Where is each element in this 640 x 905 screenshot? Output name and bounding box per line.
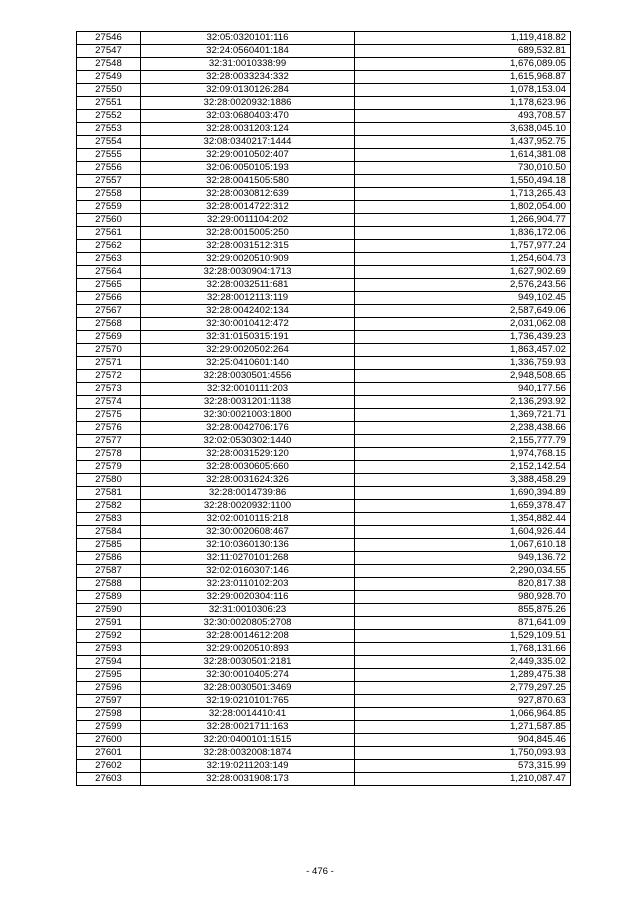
record-number-cell: 27595 <box>77 669 141 682</box>
table-row <box>77 266 571 279</box>
cadastral-number-cell: 32:30:0010412:472 <box>141 318 355 331</box>
record-number-cell: 27547 <box>77 45 141 58</box>
cadastral-number-cell: 32:31:0150315:191 <box>141 331 355 344</box>
record-number-cell: 27569 <box>77 331 141 344</box>
record-number-cell: 27552 <box>77 110 141 123</box>
amount-cell: 1,550,494.18 <box>355 175 571 188</box>
cadastral-number-cell: 32:28:0020932:1886 <box>141 97 355 110</box>
record-number-cell: 27573 <box>77 383 141 396</box>
cadastral-number-cell: 32:28:0042402:134 <box>141 305 355 318</box>
table-row <box>77 526 571 539</box>
amount-cell: 949,136.72 <box>355 552 571 565</box>
cadastral-number-cell: 32:28:0031203:124 <box>141 123 355 136</box>
cadastral-number-cell: 32:30:0020608:467 <box>141 526 355 539</box>
cadastral-number-cell: 32:29:0011104:202 <box>141 214 355 227</box>
record-number-cell: 27589 <box>77 591 141 604</box>
amount-cell: 689,532.81 <box>355 45 571 58</box>
table-row <box>77 97 571 110</box>
record-number-cell: 27557 <box>77 175 141 188</box>
record-number-cell: 27571 <box>77 357 141 370</box>
table-row <box>77 305 571 318</box>
table-row <box>77 318 571 331</box>
cadastral-number-cell: 32:28:0021711:163 <box>141 721 355 734</box>
amount-cell: 1,437,952.75 <box>355 136 571 149</box>
record-number-cell: 27588 <box>77 578 141 591</box>
cadastral-number-cell: 32:28:0015005:250 <box>141 227 355 240</box>
cadastral-number-cell: 32:28:0014410:41 <box>141 708 355 721</box>
cadastral-number-cell: 32:30:0021003:1800 <box>141 409 355 422</box>
record-number-cell: 27576 <box>77 422 141 435</box>
record-number-cell: 27584 <box>77 526 141 539</box>
table-row <box>77 110 571 123</box>
amount-cell: 1,974,768.15 <box>355 448 571 461</box>
amount-cell: 1,119,418.82 <box>355 32 571 45</box>
amount-cell: 1,802,054.00 <box>355 201 571 214</box>
amount-cell: 2,449,335.02 <box>355 656 571 669</box>
cadastral-number-cell: 32:28:0030605:660 <box>141 461 355 474</box>
table-row <box>77 227 571 240</box>
record-number-cell: 27554 <box>77 136 141 149</box>
cadastral-number-cell: 32:19:0210101:765 <box>141 695 355 708</box>
table-row <box>77 721 571 734</box>
cadastral-number-cell: 32:06:0050105:193 <box>141 162 355 175</box>
table-row <box>77 591 571 604</box>
cadastral-number-cell: 32:31:0010306:23 <box>141 604 355 617</box>
record-number-cell: 27598 <box>77 708 141 721</box>
record-number-cell: 27572 <box>77 370 141 383</box>
record-number-cell: 27548 <box>77 58 141 71</box>
table-row <box>77 643 571 656</box>
table-row <box>77 734 571 747</box>
amount-cell: 2,152,142.54 <box>355 461 571 474</box>
amount-cell: 940,177.56 <box>355 383 571 396</box>
cadastral-number-cell: 32:24:0560401:184 <box>141 45 355 58</box>
record-number-cell: 27590 <box>77 604 141 617</box>
cadastral-number-cell: 32:28:0032511:681 <box>141 279 355 292</box>
table-row <box>77 214 571 227</box>
table-row <box>77 708 571 721</box>
amount-cell: 1,627,902.69 <box>355 266 571 279</box>
record-number-cell: 27565 <box>77 279 141 292</box>
record-number-cell: 27602 <box>77 760 141 773</box>
record-number-cell: 27597 <box>77 695 141 708</box>
cadastral-number-cell: 32:28:0031529:120 <box>141 448 355 461</box>
record-number-cell: 27587 <box>77 565 141 578</box>
cadastral-number-cell: 32:28:0042706:176 <box>141 422 355 435</box>
record-number-cell: 27562 <box>77 240 141 253</box>
amount-cell: 493,708.57 <box>355 110 571 123</box>
record-number-cell: 27551 <box>77 97 141 110</box>
table-row <box>77 84 571 97</box>
table-row <box>77 435 571 448</box>
table-row <box>77 71 571 84</box>
record-number-cell: 27564 <box>77 266 141 279</box>
table-row <box>77 617 571 630</box>
cadastral-number-cell: 32:02:0010115:218 <box>141 513 355 526</box>
cadastral-number-cell: 32:29:0020304:116 <box>141 591 355 604</box>
amount-cell: 1,066,964.85 <box>355 708 571 721</box>
table-row <box>77 175 571 188</box>
record-number-cell: 27593 <box>77 643 141 656</box>
cadastral-number-cell: 32:28:0012113:119 <box>141 292 355 305</box>
cadastral-number-cell: 32:05:0320101:116 <box>141 32 355 45</box>
table-row <box>77 344 571 357</box>
amount-cell: 2,779,297.25 <box>355 682 571 695</box>
table-row <box>77 32 571 45</box>
cadastral-number-cell: 32:19:0211203:149 <box>141 760 355 773</box>
cadastral-number-cell: 32:28:0030501:3469 <box>141 682 355 695</box>
record-number-cell: 27546 <box>77 32 141 45</box>
amount-cell: 2,136,293.92 <box>355 396 571 409</box>
amount-cell: 2,155,777.79 <box>355 435 571 448</box>
cadastral-number-cell: 32:10:0360130:136 <box>141 539 355 552</box>
amount-cell: 855,875.26 <box>355 604 571 617</box>
table-row <box>77 513 571 526</box>
cadastral-number-cell: 32:28:0031512:315 <box>141 240 355 253</box>
amount-cell: 1,615,968.87 <box>355 71 571 84</box>
amount-cell: 1,690,394.89 <box>355 487 571 500</box>
table-row <box>77 370 571 383</box>
table-row <box>77 396 571 409</box>
table-row <box>77 487 571 500</box>
amount-cell: 1,078,153.04 <box>355 84 571 97</box>
cadastral-number-cell: 32:29:0010502:407 <box>141 149 355 162</box>
record-number-cell: 27561 <box>77 227 141 240</box>
record-number-cell: 27596 <box>77 682 141 695</box>
amount-cell: 1,336,759.93 <box>355 357 571 370</box>
record-number-cell: 27550 <box>77 84 141 97</box>
record-number-cell: 27549 <box>77 71 141 84</box>
table-row <box>77 760 571 773</box>
table-row <box>77 747 571 760</box>
cadastral-number-cell: 32:08:0340217:1444 <box>141 136 355 149</box>
record-number-cell: 27560 <box>77 214 141 227</box>
table-row <box>77 383 571 396</box>
cadastral-number-cell: 32:28:0030501:4556 <box>141 370 355 383</box>
cadastral-number-cell: 32:28:0041505:580 <box>141 175 355 188</box>
record-number-cell: 27578 <box>77 448 141 461</box>
cadastral-number-cell: 32:02:0160307:146 <box>141 565 355 578</box>
cadastral-number-cell: 32:20:0400101:1515 <box>141 734 355 747</box>
record-number-cell: 27563 <box>77 253 141 266</box>
record-number-cell: 27594 <box>77 656 141 669</box>
amount-cell: 1,757,977.24 <box>355 240 571 253</box>
table-row <box>77 279 571 292</box>
amount-cell: 927,870.63 <box>355 695 571 708</box>
table-row <box>77 331 571 344</box>
amount-cell: 2,238,438.66 <box>355 422 571 435</box>
table-row <box>77 552 571 565</box>
table-row <box>77 240 571 253</box>
cadastral-number-cell: 32:28:0033234:332 <box>141 71 355 84</box>
amount-cell: 1,266,904.77 <box>355 214 571 227</box>
cadastral-number-cell: 32:28:0031908:173 <box>141 773 355 786</box>
amount-cell: 573,315.99 <box>355 760 571 773</box>
amount-cell: 2,587,649.06 <box>355 305 571 318</box>
amount-cell: 2,948,508.65 <box>355 370 571 383</box>
amount-cell: 1,836,172.06 <box>355 227 571 240</box>
cadastral-number-cell: 32:09:0130126:284 <box>141 84 355 97</box>
table-row <box>77 136 571 149</box>
cadastral-number-cell: 32:11:0270101:268 <box>141 552 355 565</box>
table-row <box>77 474 571 487</box>
table-row <box>77 578 571 591</box>
record-number-cell: 27566 <box>77 292 141 305</box>
table-row <box>77 500 571 513</box>
record-number-cell: 27553 <box>77 123 141 136</box>
table-row <box>77 630 571 643</box>
record-number-cell: 27556 <box>77 162 141 175</box>
record-number-cell: 27583 <box>77 513 141 526</box>
table-row <box>77 162 571 175</box>
amount-cell: 1,289,475.38 <box>355 669 571 682</box>
amount-cell: 1,369,721.71 <box>355 409 571 422</box>
table-row <box>77 773 571 786</box>
amount-cell: 1,768,131.66 <box>355 643 571 656</box>
amount-cell: 1,863,457.02 <box>355 344 571 357</box>
record-number-cell: 27559 <box>77 201 141 214</box>
amount-cell: 980,928.70 <box>355 591 571 604</box>
cadastral-number-cell: 32:23:0110102:203 <box>141 578 355 591</box>
cadastral-number-cell: 32:28:0014722:312 <box>141 201 355 214</box>
table-row <box>77 669 571 682</box>
amount-cell: 1,210,087.47 <box>355 773 571 786</box>
record-number-cell: 27585 <box>77 539 141 552</box>
amount-cell: 2,576,243.56 <box>355 279 571 292</box>
record-number-cell: 27586 <box>77 552 141 565</box>
record-number-cell: 27574 <box>77 396 141 409</box>
records-table <box>76 31 571 786</box>
amount-cell: 871,641.09 <box>355 617 571 630</box>
amount-cell: 1,614,381.08 <box>355 149 571 162</box>
record-number-cell: 27591 <box>77 617 141 630</box>
page-number: - 476 - <box>306 866 334 877</box>
record-number-cell: 27580 <box>77 474 141 487</box>
amount-cell: 1,736,439.23 <box>355 331 571 344</box>
table-row <box>77 409 571 422</box>
record-number-cell: 27600 <box>77 734 141 747</box>
amount-cell: 2,290,034.55 <box>355 565 571 578</box>
record-number-cell: 27592 <box>77 630 141 643</box>
amount-cell: 2,031,062.08 <box>355 318 571 331</box>
cadastral-number-cell: 32:28:0014739:86 <box>141 487 355 500</box>
record-number-cell: 27581 <box>77 487 141 500</box>
table-row <box>77 604 571 617</box>
records-table-body <box>77 32 571 786</box>
cadastral-number-cell: 32:30:0010405:274 <box>141 669 355 682</box>
cadastral-number-cell: 32:28:0020932:1100 <box>141 500 355 513</box>
table-row <box>77 123 571 136</box>
record-number-cell: 27567 <box>77 305 141 318</box>
cadastral-number-cell: 32:28:0030501:2181 <box>141 656 355 669</box>
record-number-cell: 27603 <box>77 773 141 786</box>
amount-cell: 3,388,458.29 <box>355 474 571 487</box>
record-number-cell: 27568 <box>77 318 141 331</box>
cadastral-number-cell: 32:28:0031201:1138 <box>141 396 355 409</box>
cadastral-number-cell: 32:03:0680403:470 <box>141 110 355 123</box>
table-row <box>77 656 571 669</box>
table-row <box>77 201 571 214</box>
cadastral-number-cell: 32:28:0014612:208 <box>141 630 355 643</box>
cadastral-number-cell: 32:31:0010338:99 <box>141 58 355 71</box>
record-number-cell: 27599 <box>77 721 141 734</box>
cadastral-number-cell: 32:28:0031624:326 <box>141 474 355 487</box>
amount-cell: 1,271,587.85 <box>355 721 571 734</box>
cadastral-number-cell: 32:30:0020805:2708 <box>141 617 355 630</box>
table-row <box>77 357 571 370</box>
amount-cell: 1,067,610.18 <box>355 539 571 552</box>
table-row <box>77 461 571 474</box>
amount-cell: 730,010.50 <box>355 162 571 175</box>
table-row <box>77 565 571 578</box>
amount-cell: 1,529,109.51 <box>355 630 571 643</box>
record-number-cell: 27577 <box>77 435 141 448</box>
amount-cell: 1,254,604.73 <box>355 253 571 266</box>
amount-cell: 1,604,926.44 <box>355 526 571 539</box>
record-number-cell: 27579 <box>77 461 141 474</box>
cadastral-number-cell: 32:28:0032008:1874 <box>141 747 355 760</box>
amount-cell: 1,659,378.47 <box>355 500 571 513</box>
cadastral-number-cell: 32:29:0020510:909 <box>141 253 355 266</box>
table-row <box>77 695 571 708</box>
amount-cell: 1,178,623.96 <box>355 97 571 110</box>
table-row <box>77 539 571 552</box>
cadastral-number-cell: 32:02:0530302:1440 <box>141 435 355 448</box>
amount-cell: 1,354,882.44 <box>355 513 571 526</box>
amount-cell: 1,676,089.05 <box>355 58 571 71</box>
table-row <box>77 253 571 266</box>
amount-cell: 3,638,045.10 <box>355 123 571 136</box>
amount-cell: 904,845.46 <box>355 734 571 747</box>
table-row <box>77 292 571 305</box>
record-number-cell: 27555 <box>77 149 141 162</box>
table-row <box>77 422 571 435</box>
record-number-cell: 27558 <box>77 188 141 201</box>
record-number-cell: 27601 <box>77 747 141 760</box>
table-row <box>77 45 571 58</box>
cadastral-number-cell: 32:29:0020510:893 <box>141 643 355 656</box>
cadastral-number-cell: 32:32:0010111:203 <box>141 383 355 396</box>
record-number-cell: 27582 <box>77 500 141 513</box>
record-number-cell: 27570 <box>77 344 141 357</box>
table-row <box>77 682 571 695</box>
table-row <box>77 58 571 71</box>
amount-cell: 1,750,093.93 <box>355 747 571 760</box>
amount-cell: 949,102.45 <box>355 292 571 305</box>
record-number-cell: 27575 <box>77 409 141 422</box>
cadastral-number-cell: 32:25:0410601:140 <box>141 357 355 370</box>
table-row <box>77 149 571 162</box>
table-row <box>77 448 571 461</box>
cadastral-number-cell: 32:28:0030904:1713 <box>141 266 355 279</box>
cadastral-number-cell: 32:29:0020502:264 <box>141 344 355 357</box>
amount-cell: 1,713,265.43 <box>355 188 571 201</box>
table-row <box>77 188 571 201</box>
amount-cell: 820,817.38 <box>355 578 571 591</box>
cadastral-number-cell: 32:28:0030812:639 <box>141 188 355 201</box>
